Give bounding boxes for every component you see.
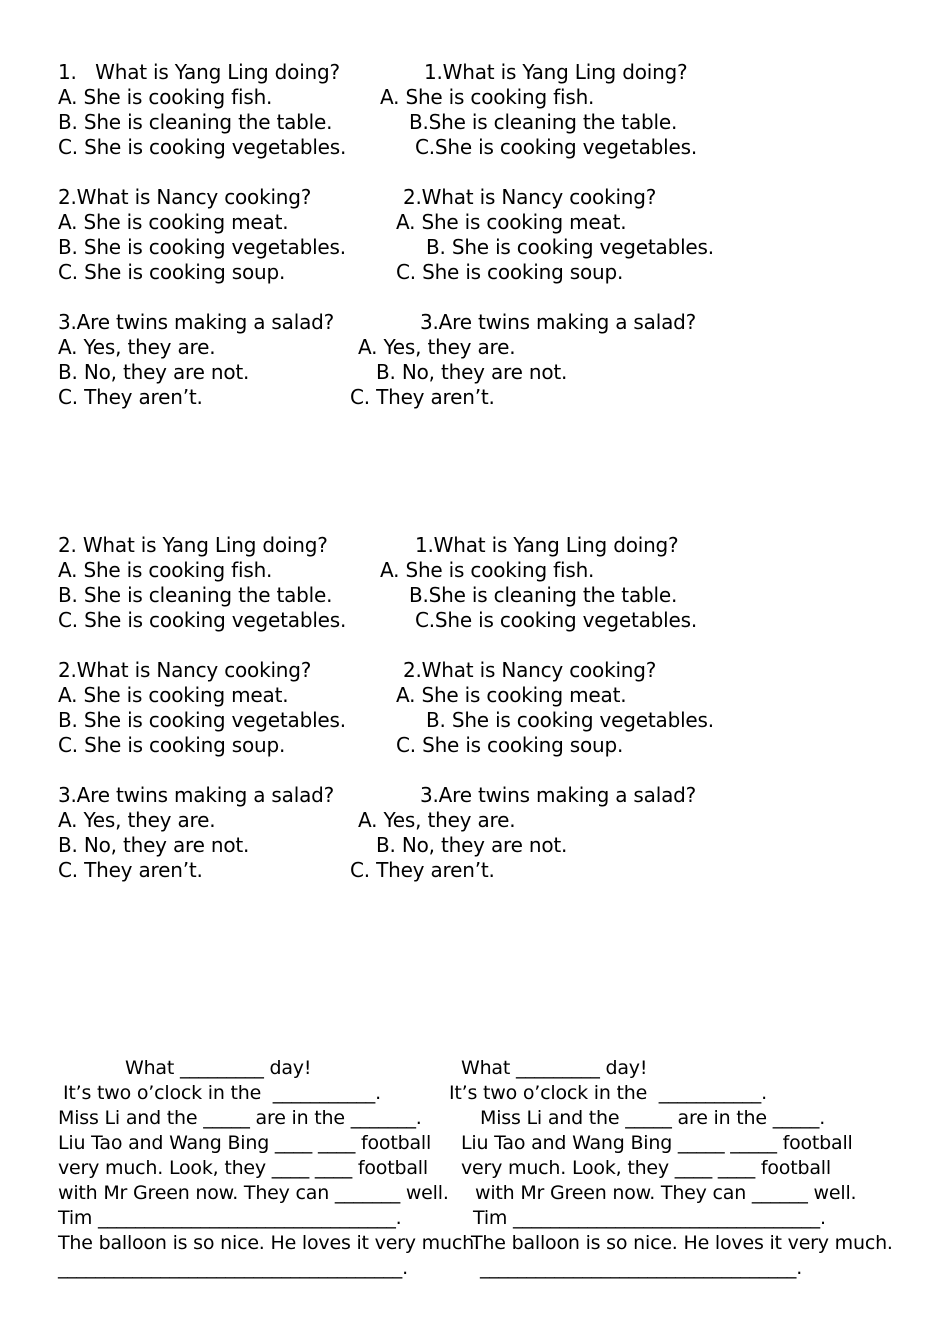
option-left: B. She is cooking vegetables. bbox=[58, 235, 346, 259]
cloze-line-right: It’s two o’clock in the ___________. bbox=[449, 1082, 767, 1104]
option-right: A. Yes, they are. bbox=[358, 335, 516, 359]
option-right: C. She is cooking soup. bbox=[396, 260, 624, 284]
option-right: B. No, they are not. bbox=[376, 833, 568, 857]
cloze-line-right: with Mr Green now. They can ______ well. bbox=[475, 1182, 857, 1204]
question-2-right: 2.What is Nancy cooking? bbox=[403, 658, 657, 682]
option-left: A. She is cooking fish. bbox=[58, 558, 273, 582]
question-3-right: 3.Are twins making a salad? bbox=[420, 783, 697, 807]
cloze-line-left: What _________ day! bbox=[125, 1057, 312, 1079]
question-2-left: 2.What is Nancy cooking? bbox=[58, 185, 312, 209]
option-left: B. No, they are not. bbox=[58, 833, 250, 857]
option-left: A. Yes, they are. bbox=[58, 335, 216, 359]
option-right: A. She is cooking meat. bbox=[396, 210, 627, 234]
option-left: A. She is cooking meat. bbox=[58, 210, 289, 234]
cloze-line-right: What _________ day! bbox=[461, 1057, 648, 1079]
cloze-line-right: __________________________________. bbox=[480, 1257, 803, 1279]
cloze-line-right: Tim _________________________________. bbox=[473, 1207, 826, 1229]
option-left: C. They aren’t. bbox=[58, 858, 203, 882]
option-right: C.She is cooking vegetables. bbox=[415, 608, 697, 632]
option-left: A. She is cooking meat. bbox=[58, 683, 289, 707]
option-right: C. They aren’t. bbox=[350, 858, 495, 882]
option-right: A. Yes, they are. bbox=[358, 808, 516, 832]
question-3-right: 3.Are twins making a salad? bbox=[420, 310, 697, 334]
cloze-line-left: Miss Li and the _____ are in the _______. bbox=[58, 1107, 422, 1129]
option-right: A. She is cooking fish. bbox=[380, 85, 595, 109]
cloze-line-right: Miss Li and the _____ are in the _____. bbox=[480, 1107, 826, 1129]
question-1-right: 1.What is Yang Ling doing? bbox=[424, 60, 688, 84]
option-right: C. She is cooking soup. bbox=[396, 733, 624, 757]
option-left: B. She is cleaning the table. bbox=[58, 110, 333, 134]
cloze-line-left: with Mr Green now. They can _______ well. bbox=[58, 1182, 449, 1204]
option-left: A. Yes, they are. bbox=[58, 808, 216, 832]
question-2-left: 2.What is Nancy cooking? bbox=[58, 658, 312, 682]
question-1-left: 2. What is Yang Ling doing? bbox=[58, 533, 328, 557]
option-left: C. She is cooking vegetables. bbox=[58, 135, 347, 159]
option-left: B. No, they are not. bbox=[58, 360, 250, 384]
cloze-line-left: The balloon is so nice. He loves it very much. bbox=[58, 1232, 480, 1254]
cloze-line-left: Tim ________________________________. bbox=[58, 1207, 402, 1229]
option-right: A. She is cooking meat. bbox=[396, 683, 627, 707]
option-right: C.She is cooking vegetables. bbox=[415, 135, 697, 159]
cloze-line-left: _____________________________________. bbox=[58, 1257, 408, 1279]
option-right: C. They aren’t. bbox=[350, 385, 495, 409]
option-left: B. She is cooking vegetables. bbox=[58, 708, 346, 732]
question-2-right: 2.What is Nancy cooking? bbox=[403, 185, 657, 209]
option-right: B.She is cleaning the table. bbox=[409, 110, 678, 134]
option-left: C. She is cooking vegetables. bbox=[58, 608, 347, 632]
question-3-left: 3.Are twins making a salad? bbox=[58, 783, 335, 807]
question-3-left: 3.Are twins making a salad? bbox=[58, 310, 335, 334]
cloze-line-right: Liu Tao and Wang Bing _____ _____ football bbox=[461, 1132, 853, 1154]
cloze-line-left: It’s two o’clock in the ___________. bbox=[63, 1082, 381, 1104]
option-left: B. She is cleaning the table. bbox=[58, 583, 333, 607]
cloze-line-right: very much. Look, they ____ ____ football bbox=[461, 1157, 831, 1179]
option-right: B.She is cleaning the table. bbox=[409, 583, 678, 607]
option-left: A. She is cooking fish. bbox=[58, 85, 273, 109]
option-right: B. She is cooking vegetables. bbox=[426, 708, 714, 732]
option-left: C. She is cooking soup. bbox=[58, 733, 286, 757]
cloze-line-left: very much. Look, they ____ ____ football bbox=[58, 1157, 428, 1179]
cloze-line-left: Liu Tao and Wang Bing ____ ____ football bbox=[58, 1132, 432, 1154]
cloze-line-right: The balloon is so nice. He loves it very much. bbox=[471, 1232, 893, 1254]
option-right: A. She is cooking fish. bbox=[380, 558, 595, 582]
option-right: B. She is cooking vegetables. bbox=[426, 235, 714, 259]
question-1-left: 1. What is Yang Ling doing? bbox=[58, 60, 340, 84]
option-left: C. They aren’t. bbox=[58, 385, 203, 409]
question-1-right: 1.What is Yang Ling doing? bbox=[415, 533, 679, 557]
option-left: C. She is cooking soup. bbox=[58, 260, 286, 284]
option-right: B. No, they are not. bbox=[376, 360, 568, 384]
